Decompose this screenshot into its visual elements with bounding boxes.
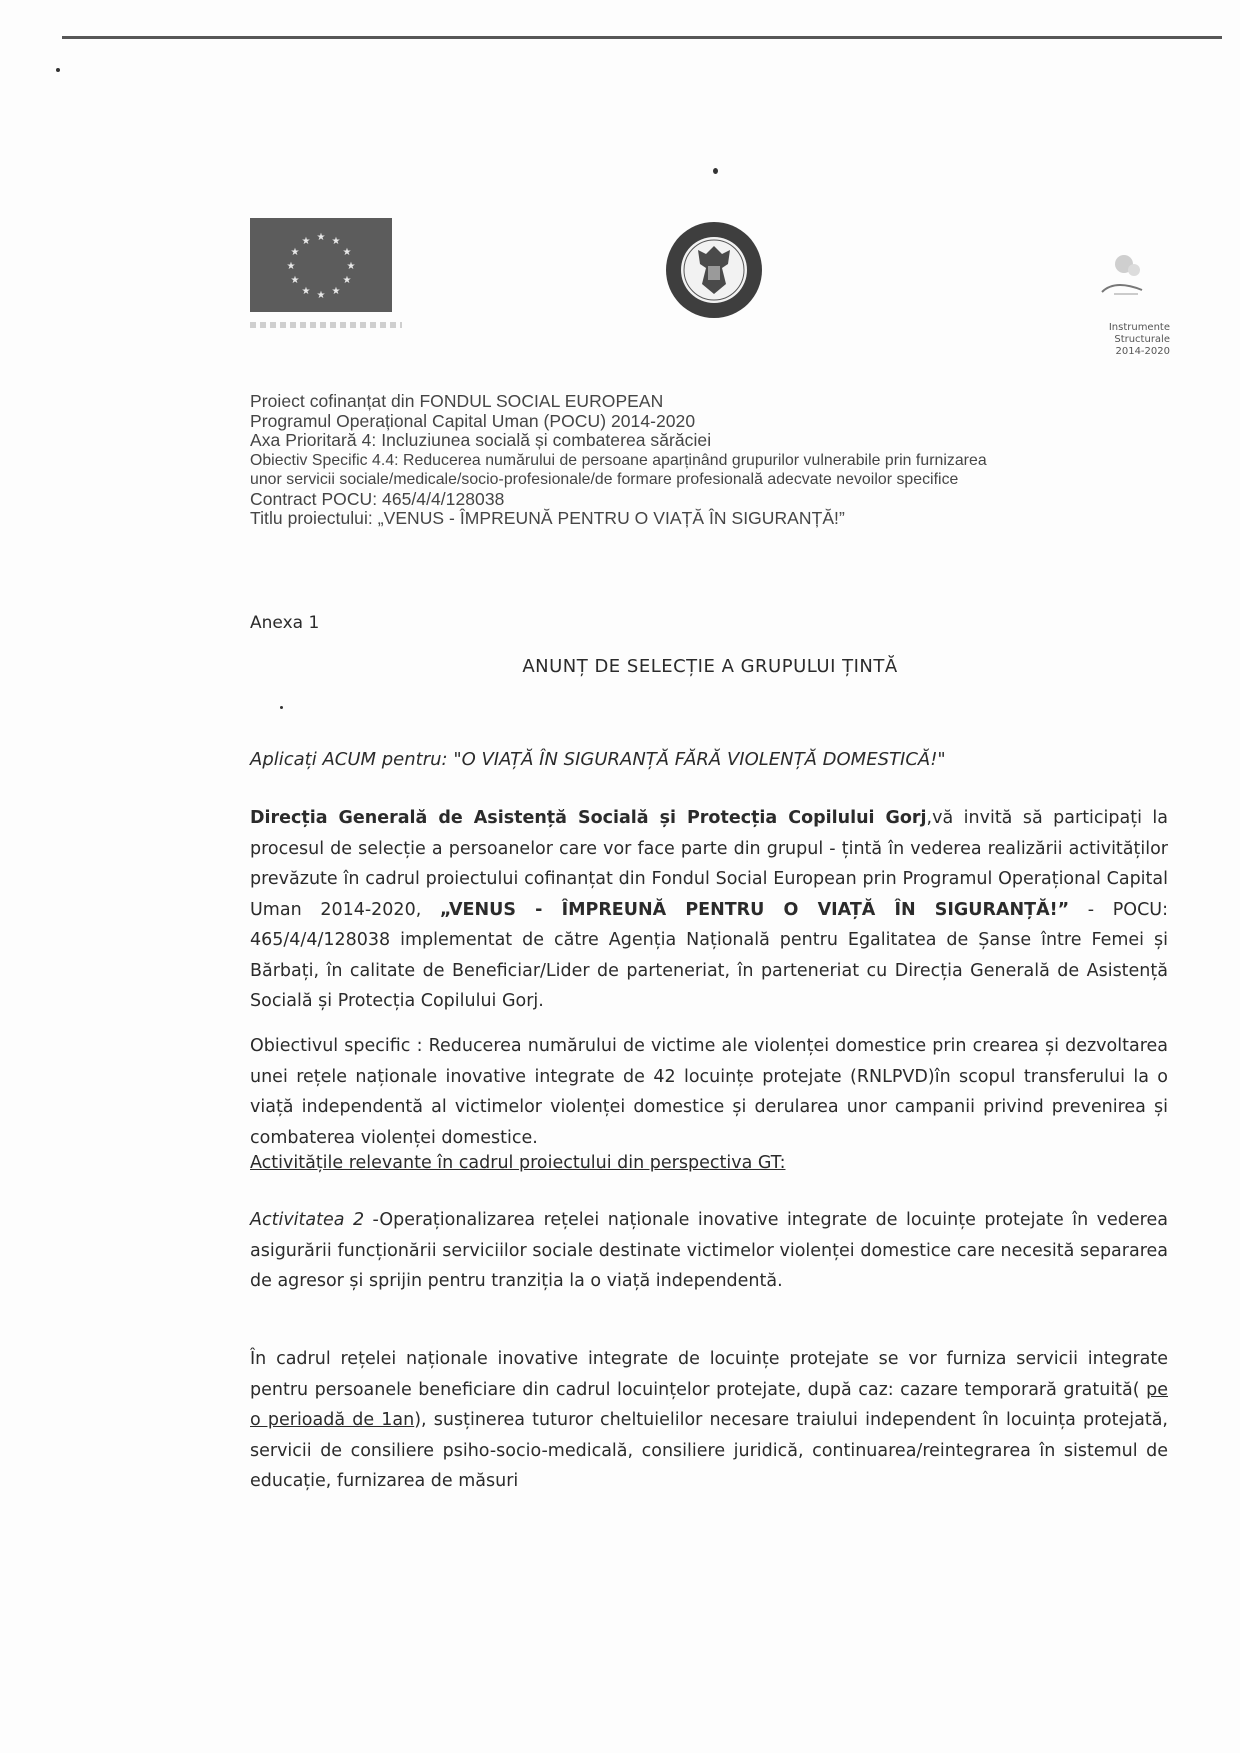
is-caption-line: Instrumente Structurale — [1108, 322, 1170, 345]
svg-text:★: ★ — [331, 286, 341, 297]
paragraph-services — [250, 1344, 1168, 1497]
svg-text:★: ★ — [290, 247, 300, 258]
instrumente-structurale-caption — [1060, 322, 1170, 358]
svg-text:★: ★ — [290, 275, 300, 286]
document-title: ANUNȚ DE SELECȚIE A GRUPULUI ȚINTĂ — [522, 656, 898, 677]
paragraph-text: - POCU: 465/4/4/128038 implementat de către Agenția Națională pentru Egalitatea de Șanse între Femei și Bărbați, în calitate de Beneficiar/Lider de parteneriat, în parteneriat cu Direcția Generală de Asistență Socială și Protecția Copilului Gorj. — [250, 899, 1168, 1011]
is-caption-line: 2014-2020 — [1115, 346, 1170, 357]
header-line: unor servicii sociale/medicale/socio-profesionale/de formare profesională adecvate nevoilor specifice — [250, 471, 959, 488]
instrumente-structurale-logo — [1072, 252, 1152, 300]
project-title: „VENUS - ÎMPREUNĂ PENTRU O VIAȚĂ ÎN SIGURANȚĂ!” — [439, 899, 1070, 920]
header-line: Proiect cofinanțat din FONDUL SOCIAL EUROPEAN — [250, 391, 664, 411]
scan-speck — [280, 706, 283, 709]
paragraph-text: -Operaționalizarea rețelei naționale inovative integrate de locuințe protejate în vederea asigurării funcționării serviciilor sociale destinate victimelor violenței domestice care necesită separarea de agresor și sprijin pentru tranziția la o viață independentă. — [250, 1210, 1168, 1291]
romanian-government-seal-icon — [664, 220, 764, 320]
header-line: Axa Prioritară 4: Incluziunea socială și combaterea sărăciei — [250, 430, 712, 450]
period-highlight: pe o perioadă de 1an — [250, 1379, 1168, 1430]
paragraph-activity-2 — [250, 1205, 1168, 1297]
project-header — [250, 392, 1190, 529]
organization-name: Direcția Generală de Asistență Socială și Protecția Copilului Gorj — [250, 808, 927, 828]
svg-text:★: ★ — [342, 247, 352, 258]
header-line: Programul Operațional Capital Uman (POCU) 2014-2020 — [250, 410, 696, 431]
svg-text:★: ★ — [316, 232, 326, 243]
header-line: Obiectiv Specific 4.4: Reducerea numărului de persoane aparținând grupurilor vulnerabile prin furnizarea — [250, 451, 987, 469]
scan-speck — [713, 168, 718, 174]
header-line: Titlu proiectului: „VENUS - ÎMPREUNĂ PENTRU O VIAȚĂ ÎN SIGURANȚĂ!” — [250, 508, 845, 528]
svg-text:★: ★ — [342, 275, 352, 286]
paragraph-text: ), susținerea tuturor cheltuielilor necesare traiului independent în locuința protejată, servicii de consiliere psiho-socio-medicală, consiliere juridică, continuarea/reintegrarea în sistemul de educație, furnizarea de măsuri — [250, 1410, 1168, 1491]
svg-text:★: ★ — [286, 261, 296, 272]
paragraph-text: Activitățile relevante în cadrul proiectului din perspectiva GT: — [250, 1153, 786, 1173]
eu-flag-caption — [250, 322, 402, 328]
scan-speck — [56, 68, 60, 72]
paragraph-objective — [250, 1031, 1168, 1153]
paragraph-invitation — [250, 803, 1168, 1017]
svg-text:★: ★ — [331, 236, 341, 247]
svg-text:★: ★ — [301, 236, 311, 247]
header-line: Contract POCU: 465/4/4/128038 — [250, 488, 505, 509]
eu-flag-icon — [250, 218, 392, 312]
scan-top-rule — [62, 36, 1222, 39]
paragraph-text: Obiectivul specific : Reducerea numărului de victime ale violenței domestice prin crearea și dezvoltarea unei rețele naționale inovative integrate de 42 locuințe protejate (RNLPVD)în scopul transferului la o viață independentă al victimelor violenței domestice și derularea unor campanii privind prevenirea și combaterea violenței domestice. — [250, 1036, 1168, 1148]
paragraph-text: ,vă invită să participați la procesul de selecție a persoanelor care vor face parte din grupul - țintă în vederea realizării activităților prevăzute în cadrul proiectului cofinanțat din Fondul Social European prin Programul Operațional Capital Uman 2014-2020, — [250, 808, 1168, 920]
slogan: Aplicați ACUM pentru: "O VIAȚĂ ÎN SIGURANȚĂ FĂRĂ VIOLENȚĂ DOMESTICĂ!" — [250, 749, 946, 770]
svg-text:★: ★ — [316, 290, 326, 301]
paragraph-text: În cadrul rețelei naționale inovative integrate de locuințe protejate se vor furniza servicii integrate pentru persoanele beneficiare din cadrul locuințelor protejate, după caz: cazare temporară gratuită( — [250, 1349, 1168, 1400]
svg-text:★: ★ — [346, 261, 356, 272]
svg-text:★: ★ — [301, 286, 311, 297]
activity-label: Activitatea 2 — [250, 1210, 365, 1230]
annex-label: Anexa 1 — [250, 613, 320, 633]
relevant-activities-heading — [250, 1148, 1168, 1179]
